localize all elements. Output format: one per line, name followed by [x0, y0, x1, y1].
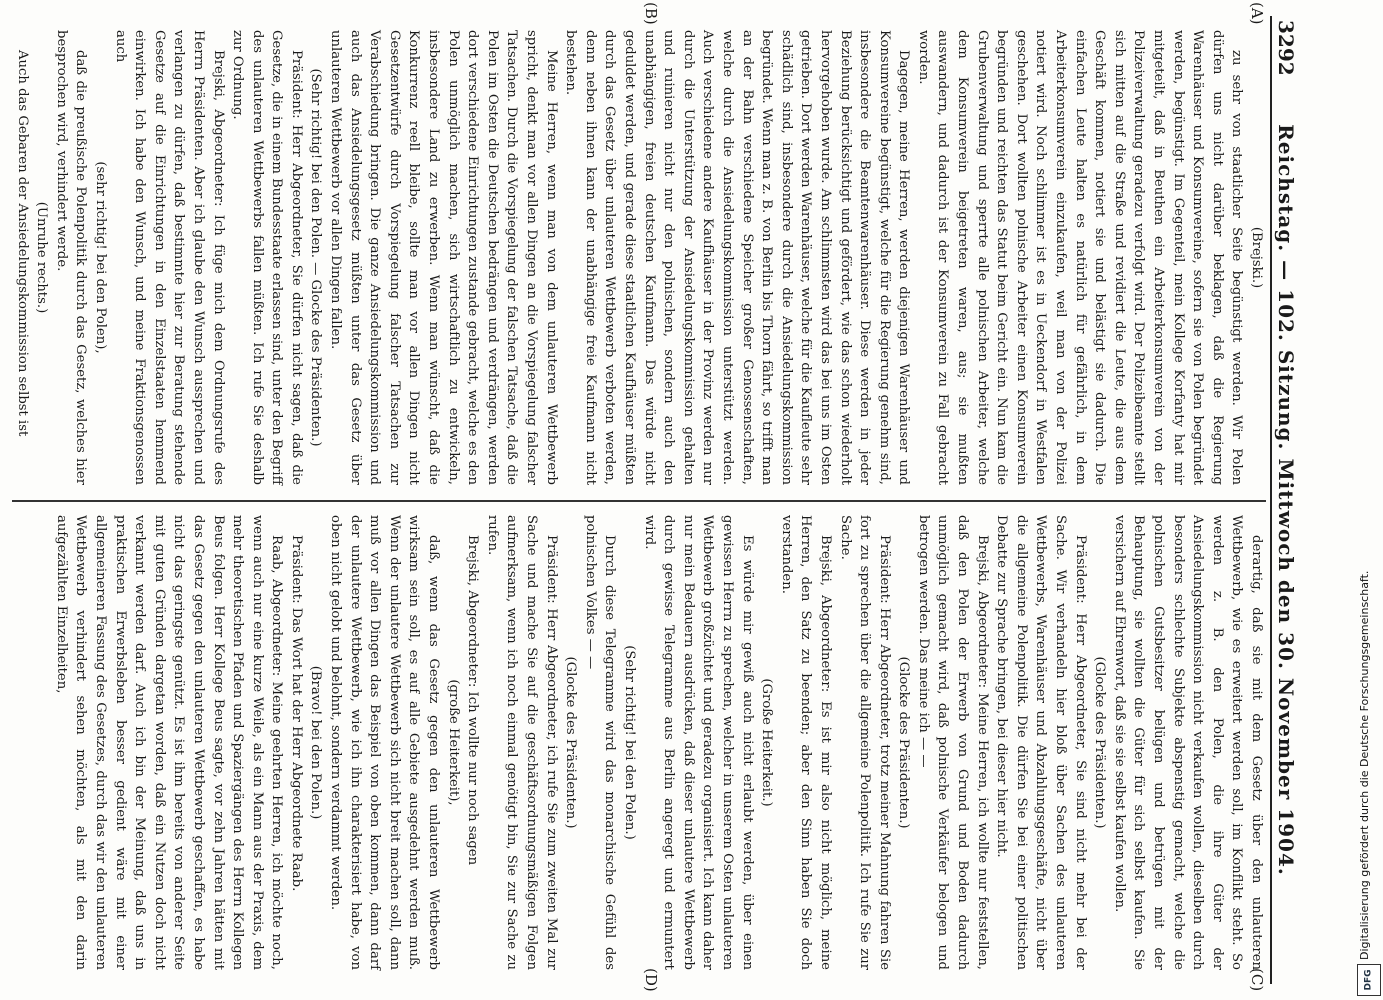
paragraph: Präsident: Herr Abgeordneter, trotz meiner Mahnung fahren Sie fort zu sprechen über die allgemeine Polenpolitik. Ich rufe Sie zur Sache.	[837, 515, 892, 970]
paragraph: (Glocke des Präsidenten.)	[896, 656, 912, 829]
paragraph: (Glocke des Präsidenten.)	[1092, 656, 1108, 829]
paragraph: Präsident: Herr Abgeordneter, ich rufe Sie zum zweiten Mal zur Sache und mache Sie auf die geschäftsordnungsmäßigen Folgen aufmerksam, wenn ich noch einmal genötigt bin, Sie zur Sache zu rufen.	[484, 515, 559, 970]
paragraph: Es würde mir gewiß auch nicht erlaubt werden, über einen gewissen Herrn zu sprechen, welcher in unserem Osten unlauteren Wettbewerb großzüchtet und geradezu organisiert. Ich kann daher nur mein Bedauern ausdrücken, daß dieser unlautere Wettbewerb durch gewisse Telegramme aus Berlin angeregt und ermuntert wird.	[641, 515, 755, 970]
paragraph: Brejski, Abgeordneter: Es ist mir also nicht möglich, meine Herren, den Satz zu beenden; aber den Sinn haben Sie doch verstanden.	[778, 515, 833, 970]
paragraph: Präsident: Herr Abgeordneter, Sie dürfen nicht sagen, daß die Gesetze, die in einem Bundesstaate erlassen sind, unter den Begriff des unlauteren Wettbewerbs fallen müßten. Ich rufe Sie deshalb zur Ordnung.	[230, 30, 304, 485]
paragraph: zu sehr von staatlicher Seite begünstigt werden. Wir Polen dürfen uns nicht darüber beklagen, daß die Regierung Warenhäuser und Konsumvereine, sofern sie von Polen begründet werden, begünstigt. Im Gegenteil, mein Kollege Korfanty hat mir mitgeteilt, daß in Beuthen ein Arbeiterkonsumverein von der Polizeiverwaltung geradezu verfolgt wird. Der Polizeibeamte stellt sich mitten auf die Straße und revidiert die Leute, die aus dem Geschäft kommen, notiert sie und belästigt sie dadurch. Die einfachen Leute halten es natürlich für gefährlich, in dem Arbeiterkonsumverein einzukaufen, weil man von der Polizei notiert wird. Noch schlimmer ist es in Ueckendorf in Westfalen geschehen. Dort wollten polnische Arbeiter einen Konsumverein begründen und reichten das Statut beim Gericht ein. Nun kam die Grubenverwaltung und sperrte alle polnischen Arbeiter, welche dem Konsumverein beigetreten waren, aus; sie mußten auswandern, und dadurch ist der Konsumverein zu Fall gebracht worden.	[915, 30, 1245, 485]
paragraph: Meine Herren, wenn man von dem unlauteren Wettbewerb spricht, denkt man vor allen Dingen an die Vorspiegelung falscher Tatsachen. Durch die Vorspiegelung der falschen Tatsache, daß die Polen im Osten die Deutschen bedrängen und verdrängen, werden dort verschiedene Einrichtungen zustande gebracht, welche es den Polen unmöglich machen, sich wirtschaftlich zu entwickeln, insbesondere Land zu erwerben. Wenn man wünscht, daß die Konkurrenz reell bleibe, sollte man vor allen Dingen nicht Gesetzentwürfe durch Vorspiegelung falscher Tatsachen zur Verabschiedung bringen. Die ganze Ansiedelungskommission und auch das Ansiedelungsgesetz müßten unter das Gesetz über unlauteren Wettbewerb vor allen Dingen fallen.	[328, 30, 559, 485]
paragraph: Brejski, Abgeordneter: Ich wollte nur noch sagen	[465, 535, 481, 866]
margin-mark-d: (D)	[642, 968, 660, 992]
paragraph: (Glocke des Präsidenten.)	[563, 656, 579, 829]
paragraph: (Bravo! bei den Polen.)	[308, 665, 324, 820]
page-header	[1270, 16, 1302, 984]
digitization-note	[1356, 0, 1383, 1000]
paragraph: Raab, Abgeordneter: Meine geehrten Herren, ich möchte noch, wenn auch nur eine kurze Weile, als ein Mann aus der Praxis, dem mehr theoretischen Pfaden und Spaziergängen des Herrn Kollegen Beus folgen. Herr Kollege Beus sagte, vor zehn Jahren hätten mit das Gesetz gegen den unlauteren Wettbewerb geschaffen, es habe nicht das geringste genützt. Es ist ihm bereits von anderer Seite mit guten Gründen dargetan worden, daß ein Nutzen doch nicht verkannt werden darf. Auch ich bin der Meinung, daß uns in praktischen Erwerbsleben besser gedient wäre mit einer allgemeineren Fassung des Gesetzes, durch das wir den unlauteren Wettbewerb verhindert sehen möchten, als mit den darin aufgezählten Einzelheiten,	[53, 515, 285, 970]
paragraph: Auch das Gebaren der Ansiedelungskommission selbst ist	[14, 50, 30, 437]
page-title: Reichstag. — 102. Sitzung. Mittwoch den 30. November 1904.	[1274, 124, 1298, 876]
paragraph: Präsident: Das Wort hat der Herr Abgeordnete Raab.	[288, 535, 304, 892]
paragraph: (Unruhe rechts.)	[34, 201, 50, 314]
margin-mark-b: (B)	[642, 2, 660, 25]
paragraph: (sehr richtig! bei den Polen),	[92, 161, 108, 354]
margin-mark-a: (A)	[1248, 2, 1266, 25]
right-column	[51, 515, 1266, 970]
paragraph: daß, wenn das Gesetz gegen den unlauteren Wettbewerb wirksam sein soll, es auf alle Gebiete ausgedehnt werden muß. Wenn der unlautere Wettbewerb sich nicht breit machen soll, dann muß vor allen Dingen das Beispiel von oben kommen, dann darf der unlautere Wettbewerb, wie ich ihn charakterisiert habe, von oben nicht gelobt und belohnt, sondern verdammt werden.	[328, 515, 442, 970]
paragraph: (Große Heiterkeit.)	[759, 678, 775, 807]
paragraph: (große Heiterkeit),	[445, 679, 461, 806]
paragraph: (Sehr richtig! bei den Polen.)	[622, 645, 637, 840]
margin-mark-c: (C)	[1248, 968, 1266, 992]
paragraph: (Sehr richtig! bei den Polen. — Glocke des Präsidenten.)	[308, 68, 324, 447]
column-divider	[12, 500, 1266, 502]
paragraph: (Brejski.)	[1249, 226, 1264, 289]
dfg-logo	[1357, 964, 1381, 996]
paragraph: Durch diese Telegramme wird das monarchische Gefühl des polnischen Volkes — —	[582, 515, 618, 970]
paragraph: daß die preußische Polenpolitik durch das Gesetz, welches hier besprochen wird, verhindert werde.	[53, 30, 89, 485]
paragraph: Brejski, Abgeordneter: Meine Herren, ich wollte nur feststellen, daß den Polen der Erwerb von Grund und Boden dadurch unmöglich gemacht wird, daß polnische Verkäufer belogen und betrogen werden. Das meine ich — —	[915, 515, 990, 970]
paragraph: Dagegen, meine Herren, werden diejenigen Warenhäuser und Konsumvereine begünstigt, welche für die Regierung genehm sind, insbesondere die Beamtenwarenhäuser. Diese werden in jeder Beziehung berücksichtigt und gefördert, wie das schon wiederholt hervorgehoben wurde. Am schlimmsten wird das bei uns im Osten getrieben. Dort werden Warenhäuser, welche für die Kaufleute sehr schädlich sind, insbesondere durch die Ansiedelungskommission begründet. Wenn man z. B. von Berlin bis Thorn fährt, so trifft man an der Bahn verschiedene Speicher großer Genossenschaften, welche durch die Ansiedelungskommission unterstützt werden. Auch verschiedene andere Kaufhäuser in der Provinz werden nur durch die Unterstützung der Ansiedelungskommission gehalten und ruinieren nicht nur den polnischen, sondern auch den unabhängigen, freien deutschen Kaufmann. Das würde nicht geduldet werden, und gerade diese staatlichen Kaufhäuser müßten durch das Gesetz über unlauteren Wettbewerb verboten werden, denn neben ihnen kann der unabhängige freie Kaufmann nicht bestehen.	[563, 30, 912, 485]
paragraph: derartig, daß sie mit dem Gesetz über den unlauteren Wettbewerb, wie es erweitert werden soll, im Konflikt steht. So werden z. B. den Polen, die ihre Güter der Ansiedelungskommission nicht verkaufen wollen, dieselben durch besonders schlechte Subjekte abspenstig gemacht, welche die polnischen Gutsbesitzer belügen und betrügen mit der Behauptung, sie wollten die Güter für sich selbst kaufen. Sie versichern auf Ehrenwort, daß sie sie selbst kaufen wollen.	[1111, 515, 1264, 970]
paragraph: Brejski, Abgeordneter: Ich füge mich dem Ordnungsrufe des Herrn Präsidenten. Aber ich glaube den Wunsch aussprechen und verlangen zu dürfen, daß bestimmte hier zur Beratung stehende Gesetze auf die Einrichtungen in den Einzelstaaten hemmend einwirken. Ich habe den Wunsch, und meine Fraktionsgenossen auch	[112, 30, 226, 485]
page-number: 3292	[1274, 20, 1298, 76]
paragraph: Präsident: Herr Abgeordneter, Sie sind nicht mehr bei der Sache. Wir verhandeln hier bloß über Sachen des unlauteren Wettbewerbs, Warenhäuser und Abzahlungsgeschäfte, nicht über die allgemeine Polenpolitik. Die dürfen Sie bei einer politischen Debatte zur Sprache bringen, bei dieser hier nicht.	[994, 515, 1088, 970]
left-column	[12, 30, 1266, 485]
dfg-logo-text: DFG	[1363, 969, 1374, 991]
digitization-note-text: Digitalisierung gefördert durch die Deutsche Forschungsgemeinschaft.	[1358, 570, 1371, 960]
